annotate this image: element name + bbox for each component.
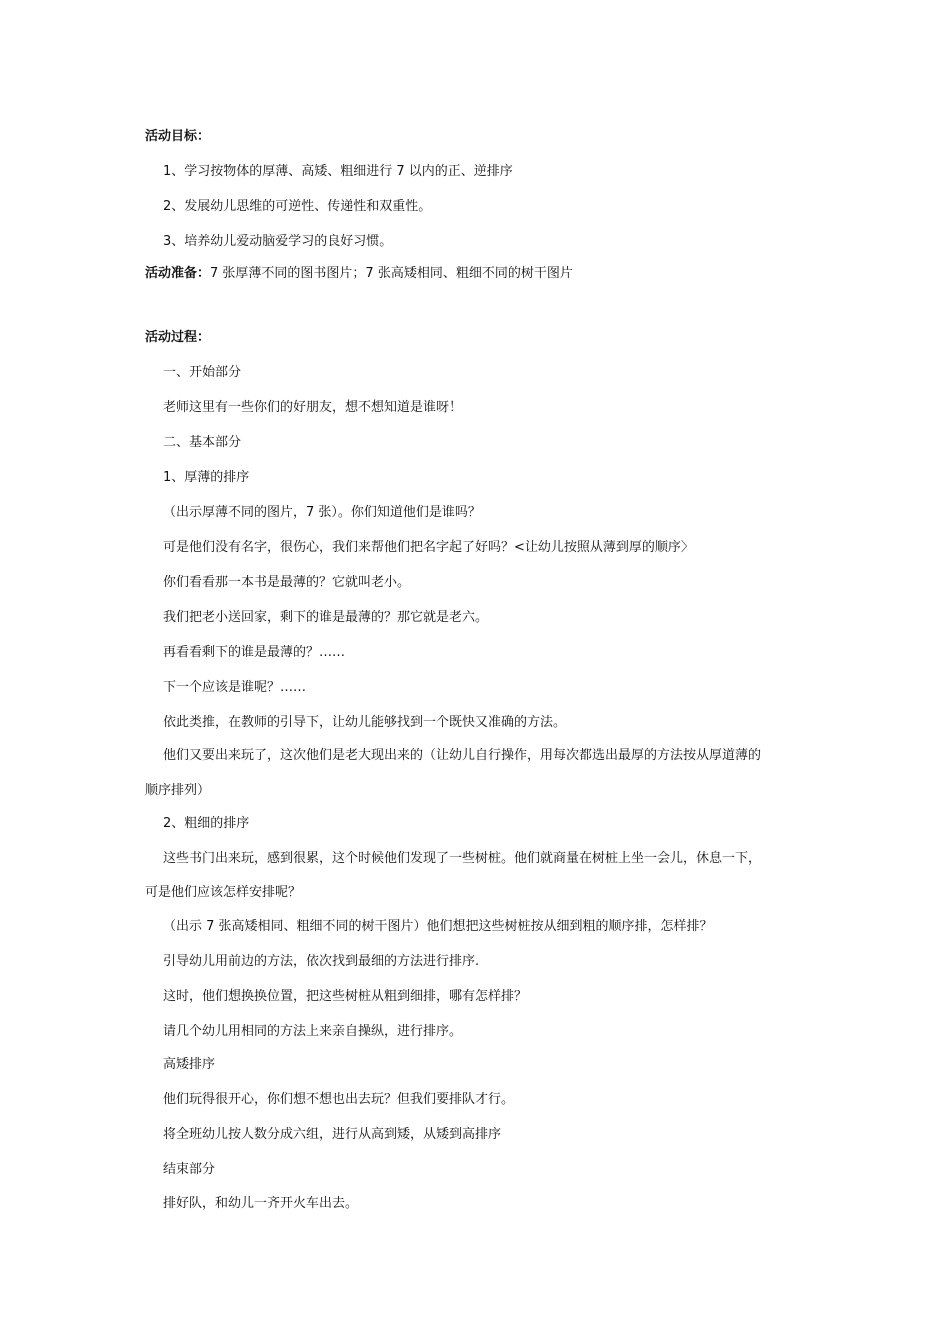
- process-line: 可是他们应该怎样安排呢？: [145, 885, 302, 900]
- process-line: 你们看看那一本书是最薄的？它就叫老小。: [163, 575, 411, 590]
- process-line: 我们把老小送回家，剩下的谁是最薄的？那它就是老六。: [163, 610, 489, 625]
- goal-item-3: 3、培养幼儿爱动脑爱学习的良好习惯。: [163, 234, 393, 249]
- process-line: 再看看剩下的谁是最薄的？……: [163, 645, 346, 660]
- process-line: 排好队，和幼儿一齐开火车出去。: [163, 1196, 359, 1211]
- process-line: （出示 7 张高矮相同、粗细不同的树干图片）他们想把这些树桩按从细到粗的顺序排，怎样排？: [163, 919, 713, 934]
- goal-item-1: 1、学习按物体的厚薄、高矮、粗细进行 7 以内的正、逆排序: [163, 164, 513, 179]
- process-line: 可是他们没有名字，很伤心，我们来帮他们把名字起了好吗？<让幼儿按照从薄到厚的顺序〉: [163, 540, 694, 555]
- process-line: 二、基本部分: [163, 435, 242, 450]
- process-line: 结束部分: [163, 1162, 216, 1177]
- process-line: 顺序排列）: [145, 783, 211, 798]
- process-line: 依此类推，在教师的引导下，让幼儿能够找到一个既快又准确的方法。: [163, 715, 567, 730]
- process-line: 他们又要出来玩了，这次他们是老大现出来的（让幼儿自行操作，用每次都选出最厚的方法按从厚道薄的: [163, 748, 762, 763]
- process-line: 一、开始部分: [163, 365, 242, 380]
- process-line: 将全班幼儿按人数分成六组，进行从高到矮，从矮到高排序: [163, 1127, 502, 1142]
- process-line: 下一个应该是谁呢？……: [163, 680, 307, 695]
- heading-goals: 活动目标：: [145, 129, 211, 144]
- process-line: （出示厚薄不同的图片，7 张）。你们知道他们是谁吗？: [163, 505, 481, 520]
- heading-preparation: 活动准备：: [145, 266, 211, 281]
- process-line: 请几个幼儿用相同的方法上来亲自操纵，进行排序。: [163, 1024, 463, 1039]
- process-line: 2、粗细的排序: [163, 816, 250, 831]
- heading-process: 活动过程：: [145, 330, 211, 345]
- process-line: 他们玩得很开心，你们想不想也出去玩？但我们要排队才行。: [163, 1092, 515, 1107]
- preparation-text: 7 张厚薄不同的图书图片；7 张高矮相同、粗细不同的树干图片: [210, 266, 573, 281]
- preparation-line: [145, 265, 573, 283]
- process-line: 老师这里有一些你们的好朋友，想不想知道是谁呀！: [163, 400, 463, 415]
- process-line: 这些书门出来玩，感到很累，这个时候他们发现了一些树桩。他们就商量在树桩上坐一会儿，休息一下，: [163, 851, 762, 866]
- goal-item-2: 2、发展幼儿思维的可逆性、传递性和双重性。: [163, 199, 432, 214]
- process-line: 引导幼儿用前边的方法，依次找到最细的方法进行排序.: [163, 954, 480, 969]
- process-line: 高矮排序: [163, 1057, 216, 1072]
- process-line: 这时，他们想换换位置，把这些树桩从粗到细排，哪有怎样排？: [163, 989, 528, 1004]
- process-line: 1、厚薄的排序: [163, 470, 250, 485]
